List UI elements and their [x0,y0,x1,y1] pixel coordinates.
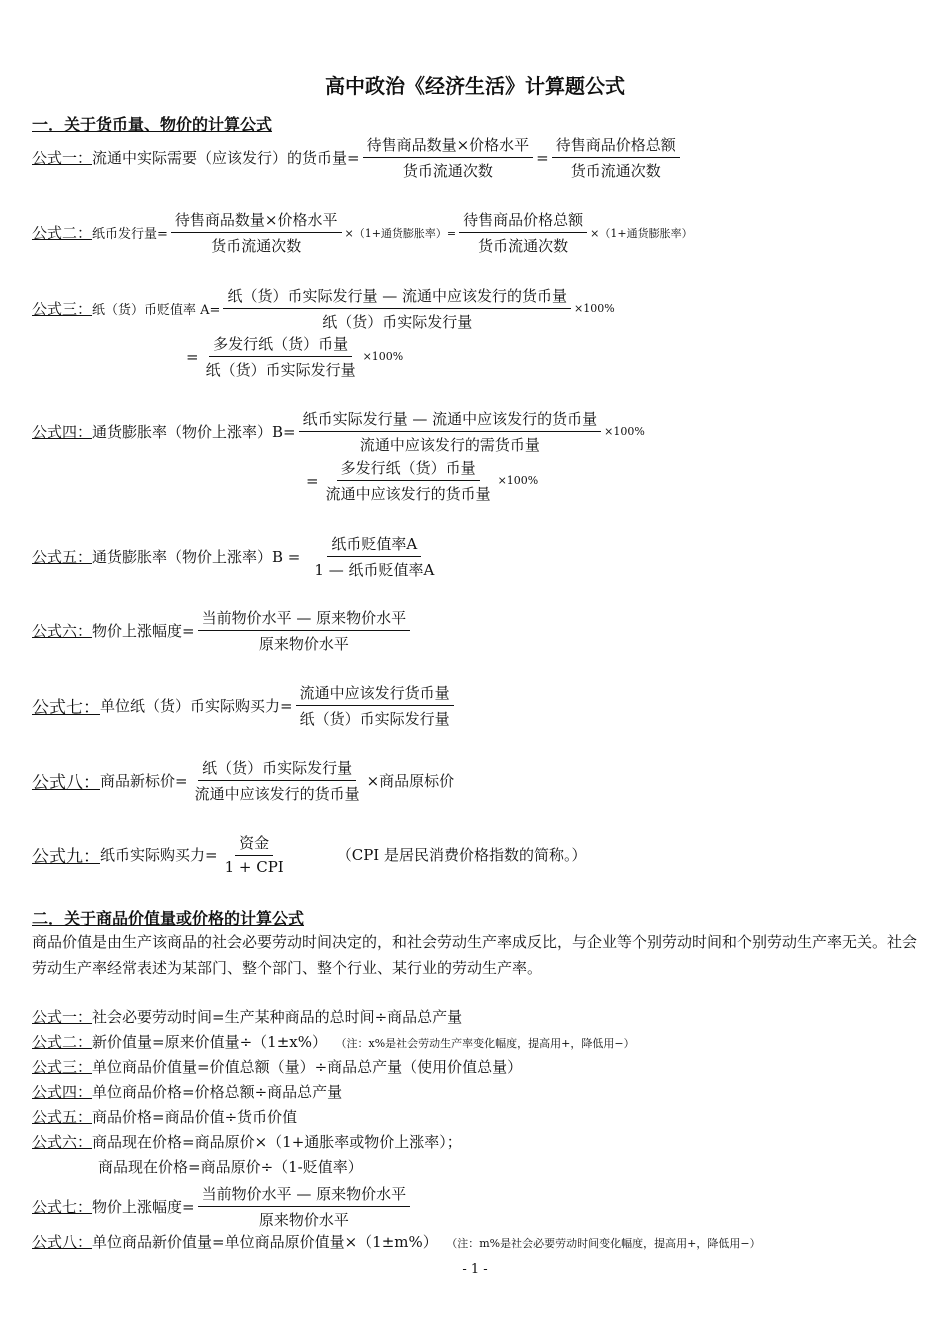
page-title: 高中政治《经济生活》计算题公式 [325,74,625,98]
formula-2-6-cont: 商品现在价格=商品原价÷（1-贬值率） [98,1158,363,1176]
formula-note: （注：m%是社会必要劳动时间变化幅度，提高用+，降低用−） [451,1237,761,1250]
formula-label: 公式四： [32,423,93,441]
formula-label: 公式四： [32,1083,93,1101]
formula-label: 公式八： [32,773,100,793]
denominator: 纸（货）币实际发行量 [322,313,473,331]
fraction [459,209,587,256]
fraction [198,607,411,654]
percent-multiplier: ×100% [604,425,645,438]
fraction [198,1183,411,1230]
denominator: 流通中应该发行的货币量 [325,485,491,503]
fraction [223,285,571,332]
fraction [171,209,342,256]
numerator: 资金 [235,832,273,856]
numerator: 多发行纸（货）币量 [209,333,352,357]
fraction [310,533,438,580]
percent-multiplier: ×100% [497,474,539,487]
formula-label: 公式五： [32,548,93,566]
formula-1-2 [32,209,693,256]
formula-2-2 [32,1031,635,1052]
formula-text: 单位商品价值量=价值总额（量）÷商品总产量（使用价值总量） [92,1058,523,1076]
formula-text: 通货膨胀率（物价上涨率）B = [92,548,301,566]
denominator: 流通中应该发行的货币量 [194,785,360,803]
formula-label: 公式三： [32,300,93,318]
formula-label: 公式六： [32,622,93,640]
formula-text: 社会必要劳动时间=生产某种商品的总时间÷商品总产量 [92,1008,463,1026]
numerator: 多发行纸（货）币量 [337,457,480,481]
section1-heading: 一．关于货币量、物价的计算公式 [32,115,273,134]
percent-multiplier: ×100% [573,302,615,315]
formula-2-5 [32,1106,297,1127]
formula-2-4 [32,1081,342,1102]
fraction [191,757,364,804]
page-number: - 1 - [462,1262,488,1277]
formula-text: 通货膨胀率（物价上涨率）B= [92,423,296,441]
fraction [552,134,680,181]
denominator: 原来物价水平 [258,1211,349,1229]
formula-label: 公式五： [32,1108,93,1126]
formula-label: 公式八： [32,1233,93,1251]
fraction [322,457,495,504]
numerator: 纸币实际发行量 — 流通中应该发行的货币量 [299,408,602,432]
formula-text: 商品价格=商品价值÷货币价值 [92,1108,298,1126]
formula-1-7 [32,682,457,729]
formula-text: 商品新标价= [100,772,188,790]
numerator: 待售商品价格总额 [459,209,587,233]
formula-label: 公式一： [32,1008,93,1026]
formula-label: 公式七： [32,1198,93,1216]
formula-text: 商品现在价格=商品原价×（1+通胀率或物价上涨率）； [92,1133,462,1151]
equals-sign: = [306,471,319,490]
percent-multiplier: ×100% [362,350,404,363]
multiplier: ×（1+通货膨胀率）= [344,226,457,240]
numerator: 当前物价水平 — 原来物价水平 [198,1183,411,1207]
formula-text: 单位商品新价值量=单位商品原价值量×（1±m%） [92,1233,438,1251]
fraction [299,408,602,455]
denominator: 纸（货）币实际发行量 [299,710,450,728]
formula-1-4 [32,408,645,455]
formula-1-3 [32,285,615,332]
denominator: 纸（货）币实际发行量 [205,361,356,379]
numerator: 纸币贬值率A [327,533,421,557]
formula-text: 纸币实际购买力= [100,845,218,864]
formula-text: 流通中实际需要（应该发行）的货币量= [92,149,360,167]
section2-heading: 二．关于商品价值量或价格的计算公式 [32,909,305,928]
numerator: 纸（货）币实际发行量 — 流通中应该发行的货币量 [223,285,571,309]
numerator: 当前物价水平 — 原来物价水平 [198,607,411,631]
denominator: 货币流通次数 [478,237,569,255]
formula-text: 新价值量=原来价值量÷（1±x%） [92,1033,327,1051]
formula-text: 单位商品价格=价格总额÷商品总产量 [92,1083,343,1101]
denominator: 货币流通次数 [570,162,661,180]
formula-1-9 [32,832,587,876]
formula-2-8 [32,1231,761,1252]
numerator: 纸（货）币实际发行量 [198,757,356,781]
formula-note: （注：x%是社会劳动生产率变化幅度，提高用+，降低用−） [340,1037,635,1050]
numerator: 待售商品价格总额 [552,134,680,158]
section2-intro: 商品价值是由生产该商品的社会必要劳动时间决定的，和社会劳动生产率成反比，与企业等个别劳动时间和个别劳动生产率无关。社会劳动生产率经常表述为某部门、整个部门、整个行业、某行业的劳动生产率。 [32,933,918,977]
formula-label: 公式九： [32,846,100,867]
formula-text: 单位纸（货）币实际购买力= [100,697,293,715]
formula-2-6 [32,1131,462,1152]
fraction [363,134,534,181]
denominator: 流通中应该发行的需货币量 [359,436,540,454]
formula-2-7 [32,1183,413,1230]
formula-text: 纸币发行量= [92,227,168,242]
fraction [296,682,454,729]
formula-2-3 [32,1056,522,1077]
multiplier: ×（1+通货膨胀率） [590,226,693,240]
formula-label: 公式七： [32,698,100,718]
numerator: 待售商品数量×价格水平 [171,209,342,233]
numerator: 待售商品数量×价格水平 [363,134,534,158]
formula-text: 物价上涨幅度= [92,1198,195,1216]
formula-label: 公式一： [32,149,93,167]
fraction [202,333,360,380]
fraction [221,832,288,876]
formula-text: 纸（货）币贬值率 A= [92,303,221,318]
formula-label: 公式六： [32,1133,93,1151]
formula-1-1 [32,134,683,181]
formula-text: 物价上涨幅度= [92,622,195,640]
formula-1-8 [32,757,454,804]
formula-note: （CPI 是居民消费价格指数的简称。） [336,845,587,864]
formula-label: 公式二： [32,224,93,242]
formula-1-5 [32,533,441,580]
formula-label: 公式三： [32,1058,93,1076]
formula-1-3-cont [186,333,403,380]
formula-2-1 [32,1006,462,1027]
denominator: 货币流通次数 [402,162,493,180]
denominator: 1 + CPI [224,858,284,876]
formula-1-6 [32,607,413,654]
equals-sign: = [186,347,199,366]
denominator: 原来物价水平 [258,635,349,653]
denominator: 1 — 纸币贬值率A [314,561,435,579]
formula-tail: ×商品原标价 [366,772,455,790]
formula-1-4-cont [306,457,538,504]
numerator: 流通中应该发行货币量 [296,682,454,706]
formula-label: 公式二： [32,1033,93,1051]
denominator: 货币流通次数 [211,237,302,255]
equals-sign: = [536,148,549,167]
